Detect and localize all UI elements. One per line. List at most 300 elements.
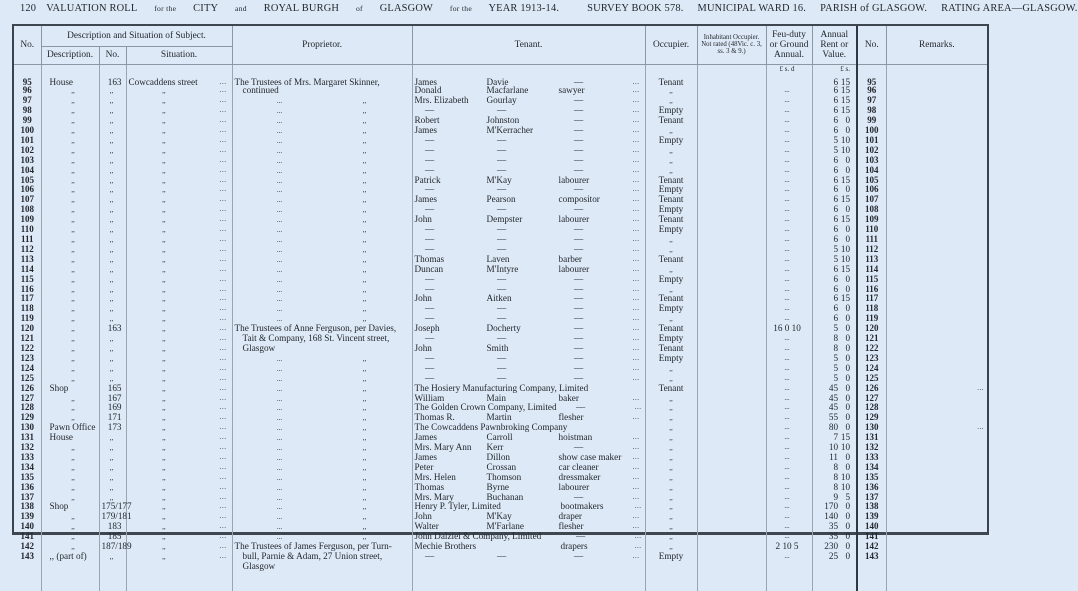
occupier xyxy=(645,403,697,413)
rent-shillings: 0 xyxy=(845,392,851,403)
ditto-mark: ,, xyxy=(109,255,114,264)
remarks xyxy=(886,512,987,522)
ditto-mark: ,, xyxy=(162,265,166,274)
occupier: Tenant xyxy=(645,255,697,265)
entry-number-right: 133 xyxy=(857,453,886,463)
situation xyxy=(126,394,232,404)
proprietor xyxy=(232,354,412,364)
remarks xyxy=(886,205,987,215)
description xyxy=(41,463,99,473)
inhabitant-occupier xyxy=(697,532,766,542)
entry-number-right xyxy=(857,562,886,571)
entry-number-right: 125 xyxy=(857,374,886,384)
rent-shillings: 0 xyxy=(845,531,851,542)
rent-shillings: 15 xyxy=(840,214,851,225)
entry-number-right: 95 xyxy=(857,73,886,87)
occupier: Empty xyxy=(645,225,697,235)
tenant-occupation: dressmaker xyxy=(558,471,601,482)
situation xyxy=(126,532,232,542)
leader-dots: ... xyxy=(219,334,227,343)
leader-dots: ... xyxy=(219,264,227,273)
rent-shillings: 15 xyxy=(840,293,851,304)
entry-number-right: 123 xyxy=(857,354,886,364)
occupier: Tenant xyxy=(645,324,697,334)
remarks xyxy=(886,126,987,136)
description xyxy=(41,235,99,245)
feu-duty: ... xyxy=(766,265,812,275)
street-number xyxy=(99,294,126,304)
leader-dots: ... xyxy=(276,295,283,304)
title-part: ROYAL BURGH xyxy=(263,3,340,14)
tenant xyxy=(412,136,645,146)
rent-shillings: 0 xyxy=(845,461,851,472)
street-number xyxy=(99,265,126,275)
blank-cell xyxy=(14,64,41,73)
description xyxy=(41,314,99,324)
leader-dots: ... xyxy=(276,315,283,324)
tenant-first-name: James xyxy=(414,451,437,462)
description xyxy=(41,176,99,186)
tenant-first-name: Thomas R. xyxy=(414,412,455,423)
tenant-occupation: — xyxy=(573,164,584,175)
tenant-occupation: — xyxy=(573,342,584,353)
leader-dots: ... xyxy=(219,225,227,234)
page-header xyxy=(20,3,1078,17)
situation-text: Cowcaddens street xyxy=(128,76,198,87)
street-number xyxy=(99,146,126,156)
ditto-mark: ,, xyxy=(362,226,367,235)
rent-pounds: 6 xyxy=(833,214,839,225)
tenant-occupation: — xyxy=(573,333,584,344)
leader-dots: ... xyxy=(632,135,640,144)
feu-duty: ... xyxy=(766,146,812,156)
street-number: 173 xyxy=(99,423,126,433)
tenant-first-name: — xyxy=(424,144,435,155)
blank-cell xyxy=(697,64,766,73)
occupier: Empty xyxy=(645,304,697,314)
entry-number: 132 xyxy=(14,443,41,453)
proprietor xyxy=(232,255,412,265)
ditto-mark: ,, xyxy=(109,117,114,126)
ditto-mark: ,, xyxy=(71,444,75,453)
ditto-mark: ,, xyxy=(71,364,75,373)
tenant-first-name: — xyxy=(424,224,435,235)
col-no: No. xyxy=(14,26,41,64)
tenant-surname: Johnston xyxy=(486,115,520,126)
remarks xyxy=(886,384,987,394)
ditto-mark: ,, xyxy=(109,176,114,185)
street-number: 187/189 xyxy=(99,542,126,552)
table-row xyxy=(14,552,987,562)
ditto-mark: ,, xyxy=(109,305,114,314)
rent-pounds: 6 xyxy=(833,293,839,304)
entry-number: 102 xyxy=(14,146,41,156)
table-row xyxy=(14,502,987,512)
ditto-mark: ,, xyxy=(162,216,166,225)
situation xyxy=(126,235,232,245)
rent-shillings: 0 xyxy=(845,234,851,244)
blank-cell xyxy=(857,64,886,73)
entry-number-right: 99 xyxy=(857,116,886,126)
proprietor xyxy=(232,364,412,374)
ditto-mark: ,, xyxy=(669,127,673,136)
tenant-occupation: — xyxy=(573,362,584,373)
leader-dots: ... xyxy=(276,146,283,155)
leader-dots: ... xyxy=(219,512,227,521)
remarks xyxy=(886,136,987,146)
ditto-mark: ,, xyxy=(669,533,673,542)
rent-shillings: 15 xyxy=(840,263,851,274)
proprietor xyxy=(232,106,412,116)
ditto-mark: ,, xyxy=(669,493,673,502)
occupier xyxy=(645,86,697,96)
description xyxy=(41,473,99,483)
tenant-first-name: — xyxy=(424,184,435,195)
tenant-occupation: — xyxy=(573,243,584,254)
entry-number-right: 127 xyxy=(857,394,886,404)
street-number xyxy=(99,562,126,571)
ditto-mark: ,, xyxy=(109,107,114,116)
description xyxy=(41,324,99,334)
ditto-mark: ,, xyxy=(362,315,367,324)
entry-number-right: 97 xyxy=(857,96,886,106)
leader-dots: ... xyxy=(632,225,640,234)
inhabitant-occupier xyxy=(697,453,766,463)
tenant-surname: — xyxy=(496,333,507,344)
blank-cell xyxy=(886,571,987,591)
tenant-first-name: William xyxy=(414,392,445,403)
tenant-surname: Gourlay xyxy=(486,95,517,106)
inhabitant-occupier xyxy=(697,463,766,473)
tenant-name: The Cowcaddens Pawnbroking Company xyxy=(414,422,568,433)
leader-dots: ... xyxy=(632,304,640,313)
leader-dots: ... xyxy=(219,443,227,452)
entry-number-right: 111 xyxy=(857,235,886,245)
description xyxy=(41,126,99,136)
entry-number: 110 xyxy=(14,225,41,235)
rent-pounds: 6 xyxy=(833,95,839,106)
col-description: Description. xyxy=(41,46,99,64)
situation xyxy=(126,334,232,344)
entry-number-right: 105 xyxy=(857,176,886,186)
leader-dots: ... xyxy=(219,77,227,86)
col-description-group: Description and Situation of Subject. xyxy=(41,26,232,46)
inhabitant-occupier xyxy=(697,275,766,285)
entry-number-right: 96 xyxy=(857,86,886,96)
ditto-mark: ,, xyxy=(362,374,367,383)
rent-shillings: 0 xyxy=(845,402,851,413)
tenant-name: Mechie Brothers xyxy=(414,541,477,552)
occupier: Tenant xyxy=(645,215,697,225)
leader-dots: ... xyxy=(632,363,640,372)
rent-shillings: 0 xyxy=(845,115,851,126)
blank-cell xyxy=(412,571,645,591)
ditto-mark: ,, xyxy=(362,364,367,373)
tenant-first-name: John xyxy=(414,511,432,522)
ditto-mark: ,, xyxy=(362,414,367,423)
municipal-ward: MUNICIPAL WARD 16. xyxy=(697,3,807,14)
situation xyxy=(126,86,232,96)
tenant-occupation: — xyxy=(575,531,586,542)
ditto-mark: ,, xyxy=(669,523,673,532)
tenant-name: Henry P. Tyler, Limited xyxy=(414,501,501,512)
proprietor-text: The Trustees of Anne Ferguson, per Davies, xyxy=(234,323,397,334)
entry-number-right: 138 xyxy=(857,502,886,512)
entry-number: 104 xyxy=(14,166,41,176)
tenant-occupation: labourer xyxy=(558,214,590,225)
blank-cell xyxy=(766,571,812,591)
ditto-mark: ,, xyxy=(362,146,367,155)
tenant-occupation: — xyxy=(573,293,584,304)
leader-dots: ... xyxy=(276,463,283,472)
ditto-mark: ,, xyxy=(669,434,673,443)
ditto-mark: ,, xyxy=(669,453,673,462)
proprietor xyxy=(232,185,412,195)
ditto-mark: ,, xyxy=(162,533,166,542)
rent-pounds: 10 xyxy=(828,442,839,453)
remarks xyxy=(886,552,987,562)
rent-pounds: 6 xyxy=(833,303,839,314)
situation xyxy=(126,374,232,384)
ditto-mark: ,, xyxy=(109,483,114,492)
rent-shillings: 10 xyxy=(840,442,851,453)
rent-pounds: 80 xyxy=(828,422,839,433)
entry-number-right: 131 xyxy=(857,433,886,443)
street-number xyxy=(99,483,126,493)
occupier xyxy=(645,433,697,443)
ditto-mark: ,, xyxy=(109,493,114,502)
proprietor xyxy=(232,86,412,96)
leader-dots: ... xyxy=(276,414,283,423)
ditto-mark: ,, xyxy=(71,493,75,502)
blank-cell xyxy=(886,64,987,73)
entry-number: 137 xyxy=(14,493,41,503)
tenant-surname: — xyxy=(496,313,507,324)
entry-number: 109 xyxy=(14,215,41,225)
feu-duty: ... xyxy=(766,285,812,295)
occupier xyxy=(645,532,697,542)
leader-dots: ... xyxy=(632,433,640,442)
entry-number: 116 xyxy=(14,285,41,295)
leader-dots: ... xyxy=(632,155,640,164)
situation xyxy=(126,562,232,571)
rent-pounds: 5 xyxy=(833,243,839,254)
entry-number: 138 xyxy=(14,502,41,512)
tenant xyxy=(412,205,645,215)
proprietor xyxy=(232,294,412,304)
title-part: GLASGOW xyxy=(379,3,434,14)
feu-duty: ... xyxy=(766,473,812,483)
rent-pounds: 8 xyxy=(833,461,839,472)
street-number: 171 xyxy=(99,413,126,423)
ditto-mark: ,, xyxy=(109,275,114,284)
ditto-mark: ,, xyxy=(362,127,367,136)
proprietor xyxy=(232,96,412,106)
street-number xyxy=(99,364,126,374)
ditto-mark: ,, xyxy=(71,146,75,155)
leader-dots: ... xyxy=(276,166,283,175)
street-number xyxy=(99,86,126,96)
leader-dots: ... xyxy=(632,413,640,422)
occupier: Empty xyxy=(645,275,697,285)
street-number xyxy=(99,463,126,473)
leader-dots: ... xyxy=(276,364,283,373)
tenant-first-name: — xyxy=(424,283,435,294)
inhabitant-occupier xyxy=(697,344,766,354)
inhabitant-occupier xyxy=(697,364,766,374)
tenant-surname: Docherty xyxy=(486,323,521,334)
leader-dots: ... xyxy=(219,96,227,105)
inhabitant-occupier xyxy=(697,413,766,423)
rent-pounds: 8 xyxy=(833,471,839,482)
remarks xyxy=(886,443,987,453)
leader-dots: ... xyxy=(632,165,640,174)
rent-shillings: 0 xyxy=(845,511,851,522)
entry-number: 140 xyxy=(14,522,41,532)
description xyxy=(41,522,99,532)
rent-shillings: 10 xyxy=(840,253,851,264)
ditto-mark: ,, xyxy=(669,444,673,453)
tenant-occupation: labourer xyxy=(558,263,590,274)
inhabitant-occupier xyxy=(697,512,766,522)
ditto-mark: ,, xyxy=(71,473,75,482)
tenant-first-name: — xyxy=(424,164,435,175)
entry-number-right: 119 xyxy=(857,314,886,324)
entry-number-right: 143 xyxy=(857,552,886,562)
ditto-mark: ,, xyxy=(162,374,166,383)
table-row xyxy=(14,562,987,571)
street-number xyxy=(99,443,126,453)
rent-shillings: 15 xyxy=(840,76,851,87)
description xyxy=(41,205,99,215)
tenant-occupation: bootmakers xyxy=(560,501,604,512)
situation xyxy=(126,364,232,374)
ditto-mark: ,, xyxy=(162,503,166,512)
leader-dots: ... xyxy=(632,205,640,214)
ditto-mark: ,, xyxy=(162,384,166,393)
tenant-occupation: — xyxy=(573,105,584,116)
remarks xyxy=(886,334,987,344)
feu-duty: ... xyxy=(766,156,812,166)
rent-shillings: 0 xyxy=(845,551,851,561)
tenant-surname: Crossan xyxy=(486,461,517,472)
ditto-mark: ,, xyxy=(109,245,114,254)
remarks xyxy=(886,433,987,443)
remarks xyxy=(886,166,987,176)
leader-dots: ... xyxy=(219,254,227,263)
feu-duty: ... xyxy=(766,86,812,96)
tenant-first-name: — xyxy=(424,105,435,116)
feu-duty: ... xyxy=(766,522,812,532)
proprietor xyxy=(232,433,412,443)
entry-number: 99 xyxy=(14,116,41,126)
description xyxy=(41,215,99,225)
col-annual-rent: Annual Rent or Value. xyxy=(812,26,857,64)
proprietor xyxy=(232,473,412,483)
leader-dots: ... xyxy=(219,522,227,531)
remarks xyxy=(886,542,987,552)
remarks xyxy=(886,522,987,532)
tenant-first-name: Thomas xyxy=(414,481,445,492)
tenant-surname: Buchanan xyxy=(486,491,524,502)
proprietor-text: The Trustees of Mrs. Margaret Skinner, xyxy=(234,76,380,87)
ditto-mark: ,, xyxy=(362,186,367,195)
tenant-first-name: Mrs. Helen xyxy=(414,471,456,482)
ditto-mark: ,, xyxy=(71,275,75,284)
rent-shillings: 0 xyxy=(845,323,851,334)
inhabitant-occupier xyxy=(697,294,766,304)
leader-dots: ... xyxy=(276,265,283,274)
occupier xyxy=(645,146,697,156)
entry-number-right: 100 xyxy=(857,126,886,136)
roll-title xyxy=(46,3,573,17)
feu-duty: ... xyxy=(766,205,812,215)
valuation-roll-frame xyxy=(12,24,989,571)
inhabitant-occupier xyxy=(697,195,766,205)
ditto-mark: ,, xyxy=(669,364,673,373)
title-part: CITY xyxy=(193,3,219,14)
entry-number xyxy=(14,562,41,571)
leader-dots: ... xyxy=(219,205,227,214)
occupier xyxy=(645,483,697,493)
leader-dots: ... xyxy=(632,175,640,184)
ditto-mark: ,, xyxy=(669,404,673,413)
occupier: Empty xyxy=(645,136,697,146)
description xyxy=(41,364,99,374)
tenant-first-name: James xyxy=(414,76,437,87)
entry-number: 122 xyxy=(14,344,41,354)
inhabitant-occupier xyxy=(697,96,766,106)
ditto-mark: ,, xyxy=(362,196,367,205)
entry-number-right: 140 xyxy=(857,522,886,532)
rent-pounds: 5 xyxy=(833,134,839,145)
entry-number-right: 132 xyxy=(857,443,886,453)
entry-number-right: 98 xyxy=(857,106,886,116)
leader-dots: ... xyxy=(219,274,227,283)
ditto-mark: ,, xyxy=(362,503,367,512)
inhabitant-occupier xyxy=(697,116,766,126)
tenant-occupation: car cleaner xyxy=(558,461,599,472)
leader-dots: ... xyxy=(276,305,283,314)
feu-duty xyxy=(766,73,812,87)
proprietor-text: The Trustees of James Ferguson, per Turn- xyxy=(234,541,392,552)
proprietor xyxy=(232,265,412,275)
ditto-mark: ,, xyxy=(669,543,673,552)
ditto-mark: ,, xyxy=(109,354,114,363)
leader-dots: ... xyxy=(632,185,640,194)
situation xyxy=(126,136,232,146)
ditto-mark: ,, xyxy=(162,166,166,175)
tenant-first-name: Thomas xyxy=(414,253,445,264)
occupier: Empty xyxy=(645,354,697,364)
feu-duty: ... xyxy=(766,443,812,453)
leader-dots: ... xyxy=(276,236,283,244)
tenant xyxy=(412,255,645,265)
rent-shillings: 0 xyxy=(845,382,851,393)
tenant-surname: Dillon xyxy=(486,451,511,462)
ditto-mark: ,, xyxy=(362,493,367,502)
inhabitant-occupier xyxy=(697,374,766,384)
entry-number-right: 114 xyxy=(857,265,886,275)
occupier: Tenant xyxy=(645,294,697,304)
tenant-occupation: hoistman xyxy=(558,432,593,443)
tenant-surname: Aitken xyxy=(486,293,512,304)
situation xyxy=(126,275,232,285)
entry-number: 125 xyxy=(14,374,41,384)
blank-cell xyxy=(232,571,412,591)
ditto-mark: ,, xyxy=(71,186,75,195)
street-number xyxy=(99,156,126,166)
